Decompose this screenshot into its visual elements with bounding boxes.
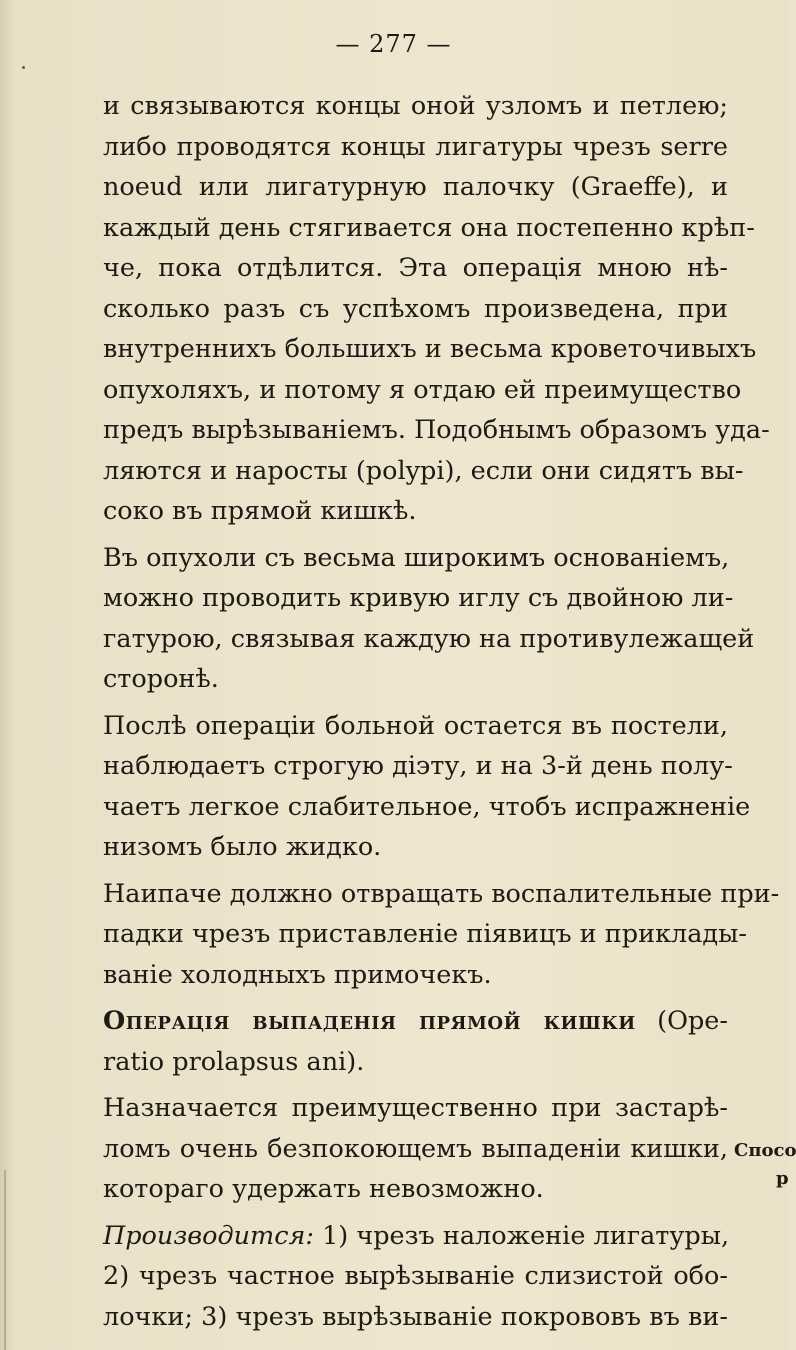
body-paragraphs bbox=[103, 86, 780, 1001]
method-rest: 1) чрезъ наложеніе лигатуры, bbox=[313, 1220, 730, 1251]
text-line: падки чрезъ приставленіе піявицъ и приклады- bbox=[103, 919, 748, 949]
text-line: и связываются концы оной узломъ и петлею; bbox=[103, 91, 728, 121]
text-line: сколько разъ съ успѣхомъ произведена, при bbox=[103, 293, 728, 324]
text-line: низомъ было жидко. bbox=[103, 832, 382, 862]
text-line: Послѣ операціи больной остается въ постели, bbox=[103, 710, 728, 741]
text-line: ляются и наросты (polypi), если они сидятъ вы- bbox=[103, 455, 744, 486]
text-line: чаетъ легкое слабительное, чтобъ испражненіе bbox=[103, 791, 751, 822]
text-line: соко въ прямой кишкѣ. bbox=[103, 496, 417, 526]
text-line: наблюдаетъ строгую діэту, и на 3-й день полу- bbox=[103, 751, 733, 781]
text-line: гатурою, связывая каждую на противулежащей bbox=[103, 623, 755, 654]
text-line: Наипаче должно отвращать воспалительные при- bbox=[103, 878, 780, 909]
text-line: noeud или лигатурную палочку (Graeffe), и bbox=[103, 172, 728, 202]
margin-note-line-1: Спосо bbox=[734, 1140, 796, 1161]
method-lead: Производится: bbox=[103, 1220, 314, 1251]
text-line: сторонѣ. bbox=[103, 664, 219, 694]
body-paragraphs-2 bbox=[103, 1088, 728, 1216]
method-line bbox=[103, 1216, 728, 1257]
method-line-2: 2) чрезъ частное вырѣзываніе слизистой обо- bbox=[103, 1261, 728, 1291]
text-line: можно проводить кривую иглу съ двойною ли- bbox=[103, 583, 734, 613]
text-line: Въ опухоли съ весьма широкимъ основаніемъ, bbox=[103, 542, 730, 573]
page-number: — 277 — bbox=[335, 30, 452, 58]
text-line: че, пока отдѣлится. Эта операція мною нѣ- bbox=[103, 253, 728, 283]
section-heading bbox=[103, 1001, 728, 1042]
text-line: либо проводятся концы лигатуры чрезъ serre bbox=[103, 131, 728, 162]
text-line: каждый день стягивается она постепенно крѣп- bbox=[103, 212, 755, 243]
margin-note-line-2: р bbox=[776, 1168, 789, 1189]
text-line: опухоляхъ, и потому я отдаю ей преимущество bbox=[103, 374, 742, 405]
text-line: внутреннихъ большихъ и весьма кроветочивыхъ bbox=[103, 334, 757, 364]
paper-speck bbox=[22, 66, 25, 69]
binding-edge bbox=[4, 1170, 6, 1350]
section-heading-line-2: ratio prolapsus ani). bbox=[103, 1046, 365, 1077]
method-line-3: лочки; 3) чрезъ вырѣзываніе покрововъ въ ви- bbox=[103, 1301, 728, 1332]
text-line: ломъ очень безпокоющемъ выпаденіи кишки, bbox=[103, 1133, 728, 1164]
section-heading-caps: Операція выпаденія прямой кишки bbox=[103, 1006, 636, 1036]
text-line: предъ вырѣзываніемъ. Подобнымъ образомъ уда- bbox=[103, 415, 770, 445]
margin-note bbox=[734, 1137, 794, 1193]
text-line: ваніе холодныхъ примочекъ. bbox=[103, 959, 492, 990]
section-heading-rest: (Ope- bbox=[635, 1006, 729, 1036]
text-line: Назначается преимущественно при застарѣ- bbox=[103, 1093, 728, 1123]
text-line: котораго удержать невозможно. bbox=[103, 1174, 544, 1204]
